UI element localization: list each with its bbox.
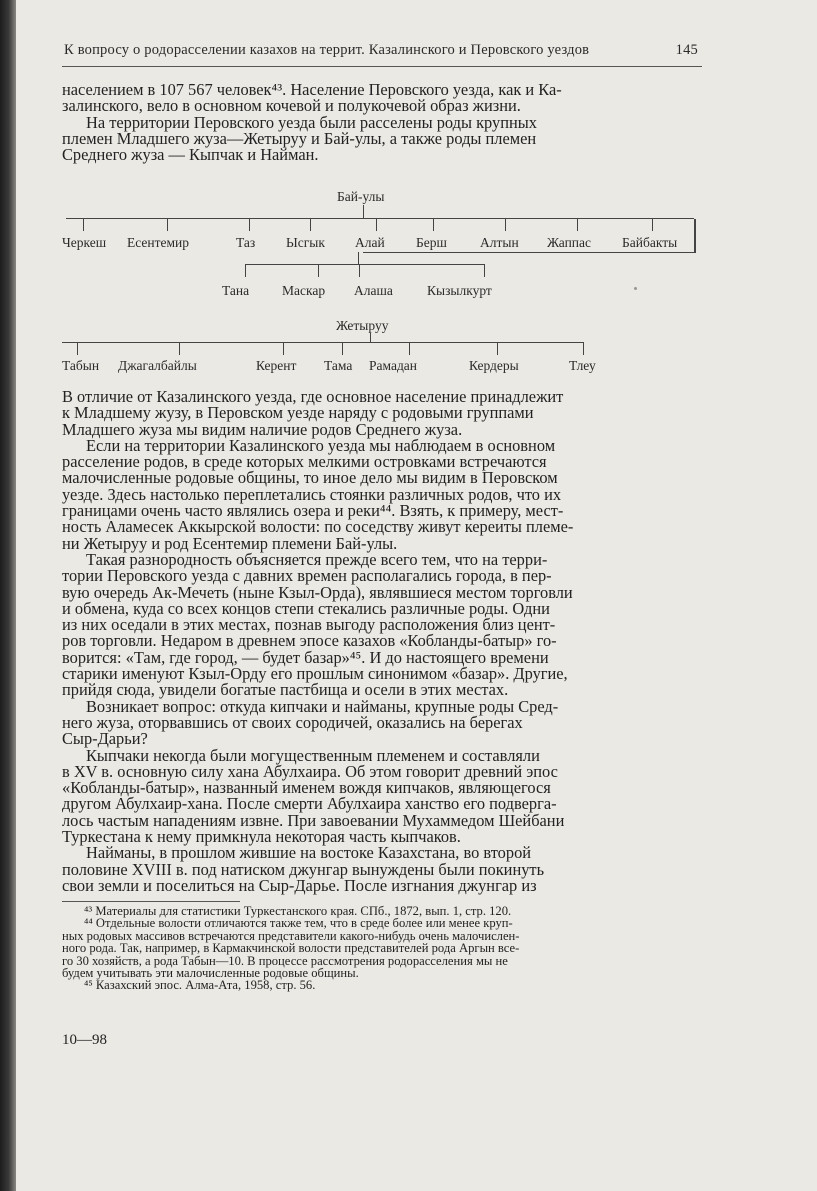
text-line: другом Абулхаир-хана. После смерти Абулхаира ханство его подверга- — [62, 794, 557, 814]
body-text — [62, 389, 702, 894]
book-spine-shadow — [0, 0, 16, 1191]
text-line: племен Младшего жуза—Жетыруу и Бай-улы, а также роды племен — [62, 128, 537, 148]
text-line: Возникает вопрос: откуда кипчаки и найманы, крупные роды Сред- — [86, 696, 559, 716]
text-line: вую очередь Ак-Мечеть (ныне Кзыл-Орда), являвшиеся местом торговли — [62, 582, 573, 602]
text-line: малочисленные родовые общины, то иное дело мы видим в Перовском — [62, 468, 558, 488]
tree-node: Тама — [324, 358, 353, 373]
tree-node: Алтын — [480, 235, 519, 250]
text-line: половине XVIII в. под натиском джунгар вынуждены были покинуть — [62, 859, 545, 879]
text-line: уезде. Здесь настолько переплетались стоянки различных родов, что их — [62, 484, 562, 504]
footnote-44-line: ных родовых массивов встречаются представители какого-нибудь очень малочислен- — [62, 928, 520, 943]
tree-node: Тлеу — [569, 358, 596, 373]
tree-node: Байбакты — [622, 235, 678, 250]
printer-signature: 10—98 — [62, 1032, 107, 1048]
text-line: него жуза, оторвавшись от своих сородичей, оказались на берегах — [62, 712, 523, 732]
running-title: К вопросу о родорасселении казахов на террит. Казалинского и Перовского уездов — [64, 42, 590, 58]
page-number: 145 — [675, 42, 698, 58]
footnotes — [62, 905, 702, 992]
tree-node: Есентемир — [127, 235, 190, 250]
text-line: На территории Перовского уезда были расселены роды крупных — [86, 112, 537, 132]
text-line: ворится: «Там, где город, — будет базар»⁴⁵. И до настоящего времени — [62, 647, 549, 667]
text-line: ни Жетыруу и род Есентемир племени Бай-улы. — [62, 533, 398, 553]
intro-text — [62, 82, 702, 163]
text-line: прийдя сюда, увидели богатые пастбища и осели в этих местах. — [62, 680, 509, 700]
tree-node: Маскар — [282, 283, 326, 298]
text-line: Сыр-Дарьи? — [62, 729, 148, 749]
text-line: тории Перовского уезда с давних времен располагались города, в пер- — [62, 566, 552, 586]
text-line: Если на территории Казалинского уезда мы наблюдаем в основном — [86, 435, 556, 455]
text-line: свои земли и поселиться на Сыр-Дарье. После изгнания джунгар из — [62, 875, 537, 895]
header-rule — [62, 66, 702, 67]
text-line: Туркестана к нему примкнула некоторая часть кыпчаков. — [62, 827, 461, 847]
footnote-44-line: го 30 хозяйств, а рода Табын—10. В процессе рассмотрения родорасселения мы не — [62, 953, 508, 968]
text-line: старики именуют Кзыл-Орду его прошлым синонимом «базар». Другие, — [62, 664, 568, 684]
tree-node: Берш — [416, 235, 447, 250]
text-line: из них оседали в этих местах, познав выгоду расположения близ цент- — [62, 615, 556, 635]
print-speck — [634, 287, 637, 290]
text-line: залинского, вело в основном кочевой и полукочевой образ жизни. — [62, 96, 521, 116]
text-line: Такая разнородность объясняется прежде всего тем, что на терри- — [86, 549, 548, 569]
tree-root-zhetyruu: Жетыруу — [336, 318, 389, 333]
tree-node: Керент — [256, 358, 297, 373]
text-line: В отличие от Казалинского уезда, где основное население принадлежит — [62, 387, 564, 406]
tree-root-bai-uly: Бай-улы — [337, 189, 385, 204]
footnote-44-line: ного рода. Так, например, в Кармакчинской волости представителей рода Аргын все- — [62, 941, 520, 956]
tree-node: Рамадан — [369, 358, 418, 373]
text-line: ность Аламесек Аккырской волости: по соседству живут кереиты племе- — [62, 517, 574, 537]
text-line: расселение родов, в среде которых мелкими островками встречаются — [62, 452, 547, 472]
text-line: ров торговли. Недаром в древнем эпосе казахов «Кобланды-батыр» го- — [62, 631, 557, 651]
text-line: Младшего жуза мы видим наличие родов Среднего жуза. — [62, 419, 463, 439]
tree-node: Кызылкурт — [427, 283, 492, 298]
footnote-44-line: будем учитывать эти малочисленные родовые общины. — [62, 966, 359, 981]
tree-node: Черкеш — [62, 235, 107, 250]
tree-node: Жаппас — [547, 235, 592, 250]
tree-node: Тана — [222, 283, 250, 298]
text-line: Найманы, в прошлом жившие на востоке Казахстана, во второй — [86, 843, 532, 863]
footnote-45: ⁴⁵ Казахский эпос. Алма-Ата, 1958, стр. 56. — [84, 978, 316, 993]
text-line: лось частым нападениям извне. При завоевании Мухаммедом Шейбани — [62, 810, 565, 830]
tree-node: Алаша — [354, 283, 393, 298]
tree-node: Таз — [236, 235, 256, 250]
tree-node: Алай — [355, 235, 385, 250]
text-line: населением в 107 567 человек⁴³. Население Перовского уезда, как и Ка- — [62, 80, 562, 99]
footnote-43: ⁴³ Материалы для статистики Туркестанского края. СПб., 1872, вып. 1, стр. 120. — [84, 904, 512, 918]
text-line: к Младшему жузу, в Перовском уезде наряду с родовыми группами — [62, 403, 534, 423]
tree-node: Джагалбайлы — [118, 358, 197, 373]
tree-node: Кердеры — [469, 358, 519, 373]
text-line: границами очень часто являлись озера и реки⁴⁴. Взять, к примеру, мест- — [62, 501, 564, 521]
footnote-44-line: ⁴⁴ Отдельные волости отличаются также тем, что в среде более или менее круп- — [84, 916, 513, 931]
footnote-rule — [62, 901, 240, 902]
text-line: и обмена, куда со всех концов степи стекались различные роды. Одни — [62, 598, 550, 618]
text-line: Среднего жуза — Кыпчак и Найман. — [62, 145, 319, 165]
tree-node: Табын — [62, 358, 100, 373]
text-line: Кыпчаки некогда были могущественным племенем и составляли — [86, 745, 540, 765]
text-line: в XV в. основную силу хана Абулхаира. Об этом говорит древний эпос — [62, 761, 558, 781]
tree-node: Ысгык — [286, 235, 325, 250]
running-header — [64, 42, 698, 59]
text-line: «Кобланды-батыр», названный именем вождя кипчаков, являющегося — [62, 778, 551, 798]
